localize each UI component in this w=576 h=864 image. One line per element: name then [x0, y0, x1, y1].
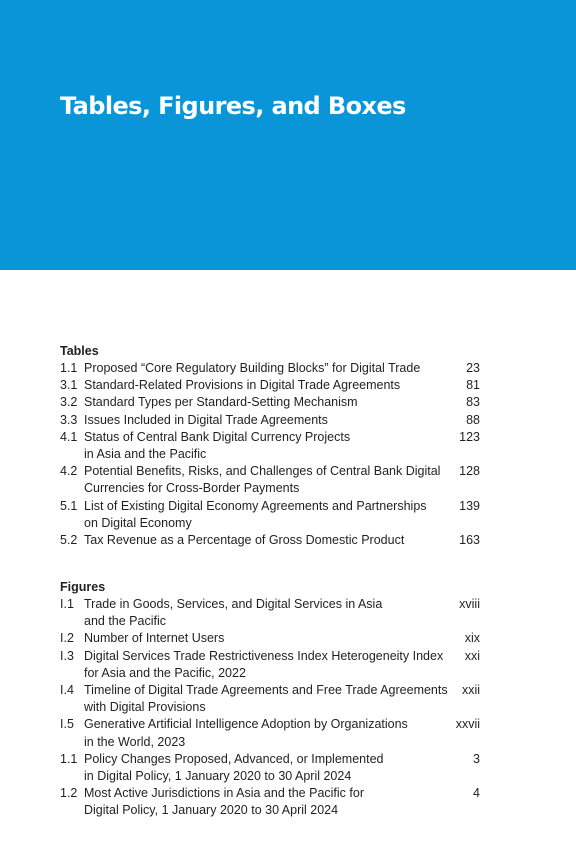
figure-entry[interactable]: [60, 596, 480, 630]
table-entry[interactable]: [60, 532, 480, 549]
table-number: 3.2: [60, 395, 78, 410]
figure-title-line: Trade in Goods, Services, and Digital Services in Asia: [84, 597, 383, 611]
figure-title-line: with Digital Provisions: [84, 700, 206, 715]
table-page-number: 83: [466, 395, 480, 410]
table-page-number: 123: [459, 429, 480, 444]
figure-title: [84, 785, 428, 819]
figure-number: I.5: [60, 717, 74, 732]
table-title-line: Standard-Related Provisions in Digital Trade Agreements: [84, 378, 401, 393]
figure-title-line: Most Active Jurisdictions in Asia and the Pacific for: [84, 786, 364, 801]
table-page-number: 23: [466, 361, 480, 375]
figure-title: [84, 648, 444, 682]
figure-entry[interactable]: [60, 716, 480, 750]
table-title-line: Status of Central Bank Digital Currency Projects: [84, 429, 351, 444]
table-entry[interactable]: [60, 377, 480, 394]
table-page-number: 128: [459, 464, 480, 479]
table-title-line: Currencies for Cross-Border Payments: [84, 481, 300, 496]
figure-title: [84, 630, 428, 647]
figure-number: 1.2: [60, 786, 78, 801]
table-number: 4.2: [60, 464, 78, 479]
table-entry[interactable]: [60, 412, 480, 429]
table-number: 4.1: [60, 429, 78, 444]
table-title: [84, 429, 428, 463]
table-entry[interactable]: [60, 429, 480, 463]
table-title-line: Standard Types per Standard-Setting Mechanism: [84, 395, 358, 410]
figure-entry[interactable]: [60, 630, 480, 647]
figure-page-number: xix: [464, 631, 480, 646]
figure-number: 1.1: [60, 751, 78, 766]
figure-title-line: Generative Artificial Intelligence Adoption by Organizations: [84, 717, 408, 732]
tables-section: [60, 343, 480, 549]
table-title-line: Issues Included in Digital Trade Agreements: [84, 412, 328, 427]
header-banner: [0, 0, 576, 270]
figure-title-line: and the Pacific: [84, 614, 166, 629]
figure-page-number: xxii: [461, 683, 480, 698]
table-page-number: 81: [466, 378, 480, 393]
figure-title-line: for Asia and the Pacific, 2022: [84, 665, 246, 680]
table-page-number: 163: [459, 533, 480, 548]
table-page-number: 139: [459, 498, 480, 513]
table-title: [84, 412, 428, 429]
table-title-line: in Asia and the Pacific: [84, 447, 207, 462]
table-title-line: on Digital Economy: [84, 515, 192, 530]
figure-title-line: Number of Internet Users: [84, 631, 225, 646]
table-title: [84, 360, 428, 377]
figure-title-line: Policy Changes Proposed, Advanced, or Implemented: [84, 751, 384, 766]
figure-number: I.4: [60, 683, 74, 698]
figure-entry[interactable]: [60, 648, 480, 682]
figure-title-line: in Digital Policy, 1 January 2020 to 30 April 2024: [84, 769, 352, 784]
figure-title: [84, 596, 428, 630]
figure-title-line: Timeline of Digital Trade Agreements and Free Trade Agreements: [84, 683, 448, 698]
table-title: [84, 498, 428, 532]
figure-entry[interactable]: [60, 751, 480, 785]
table-title: [84, 377, 428, 394]
figure-title-line: in the World, 2023: [84, 734, 186, 749]
table-number: 5.2: [60, 533, 78, 548]
figure-number: I.1: [60, 597, 74, 611]
table-entry[interactable]: [60, 498, 480, 532]
figure-page-number: xxi: [464, 648, 480, 663]
figure-number: I.3: [60, 648, 74, 663]
figures-heading: Figures: [60, 580, 106, 594]
figure-page-number: 3: [473, 751, 480, 766]
table-entry[interactable]: [60, 463, 480, 497]
table-entry[interactable]: [60, 394, 480, 411]
table-title-line: Proposed “Core Regulatory Building Blocks” for Digital Trade: [84, 361, 421, 375]
figures-section: [60, 579, 480, 820]
tables-heading: Tables: [60, 344, 99, 358]
table-title-line: Tax Revenue as a Percentage of Gross Domestic Product: [84, 533, 405, 548]
figure-number: I.2: [60, 631, 74, 646]
table-number: 3.1: [60, 378, 78, 393]
table-title-line: Potential Benefits, Risks, and Challenges of Central Bank Digital: [84, 464, 441, 479]
table-entry[interactable]: [60, 360, 480, 377]
table-title-line: List of Existing Digital Economy Agreements and Partnerships: [84, 498, 427, 513]
figure-page-number: 4: [473, 786, 480, 801]
tables-list: [60, 360, 480, 549]
figure-title: [84, 682, 448, 716]
table-number: 3.3: [60, 412, 78, 427]
table-number: 1.1: [60, 361, 78, 375]
table-title: [84, 394, 428, 411]
figure-title-line: Digital Services Trade Restrictiveness Index Heterogeneity Index: [84, 648, 444, 663]
figures-list: [60, 596, 480, 820]
figure-title: [84, 716, 428, 750]
table-title: [84, 463, 441, 497]
table-page-number: 88: [466, 412, 480, 427]
page-title: Tables, Figures, and Boxes: [60, 92, 406, 120]
figure-page-number: xviii: [459, 597, 480, 611]
figure-title-line: Digital Policy, 1 January 2020 to 30 April 2024: [84, 803, 339, 818]
figure-title: [84, 751, 428, 785]
figure-entry[interactable]: [60, 682, 480, 716]
figure-entry[interactable]: [60, 785, 480, 819]
table-title: [84, 532, 428, 549]
figure-page-number: xxvii: [455, 717, 480, 732]
table-number: 5.1: [60, 498, 78, 513]
